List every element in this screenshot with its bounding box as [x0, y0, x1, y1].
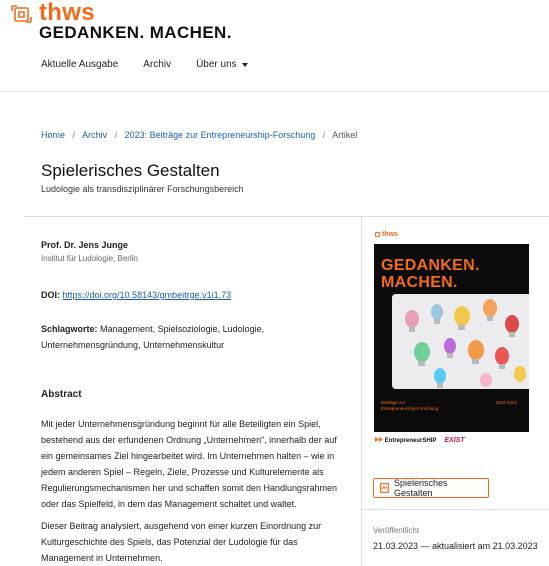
download-pdf-button[interactable]: [373, 478, 489, 498]
abstract-heading: Abstract: [41, 389, 82, 400]
sidebar-logo-text: thws: [382, 231, 398, 238]
breadcrumb-home[interactable]: Home: [41, 130, 66, 140]
cover-subtitle-line: Entrepreneurship-Forschung: [381, 406, 439, 411]
cover-title-line: GEDANKEN.: [381, 257, 480, 274]
keywords: [41, 321, 341, 353]
logo-wordmark: thws: [39, 0, 95, 26]
keywords-value: Management, Spielsoziologie, Ludologie, Unternehmensgründung, Unternehmenskultur: [41, 324, 265, 350]
cover-subtitle-line: Beiträge zur: [381, 400, 406, 405]
sponsor-name: EntrepreneurSHIP: [384, 438, 437, 444]
thws-logo-icon: [375, 232, 380, 237]
main-nav: [41, 59, 273, 70]
author-affiliation: Institut für Ludologie, Berlin: [41, 254, 138, 263]
cover-subtitle: [381, 400, 438, 412]
breadcrumb-archive[interactable]: Archiv: [82, 130, 108, 140]
pdf-icon: [380, 483, 389, 493]
sponsor-logos: [375, 437, 465, 444]
site-header: [0, 0, 549, 92]
nav-item-about[interactable]: [196, 59, 248, 70]
page-subtitle: Ludologie als transdisziplinärer Forschungsbereich: [41, 184, 244, 194]
pdf-button-label: Spielerisches Gestalten: [393, 478, 448, 498]
thws-logo-icon: [9, 3, 35, 25]
exist-logo: EXIST: [444, 437, 465, 444]
site-tagline: GEDANKEN. MACHEN.: [39, 23, 232, 42]
light-bulbs-illustration: [392, 294, 529, 389]
column-divider: [361, 216, 362, 566]
nav-label: Aktuelle Ausgabe: [41, 59, 119, 70]
breadcrumb-separator: /: [114, 130, 118, 140]
entrepreneurship-logo: [375, 437, 436, 444]
divider: [362, 509, 549, 510]
doi-line: [41, 287, 231, 303]
breadcrumb-separator: /: [322, 130, 326, 140]
doi-link[interactable]: https://doi.org/10.58143/gmbeitrge.v1i1.73: [62, 290, 232, 300]
cover-title: [381, 257, 480, 291]
cover-years: 2022-2024: [495, 400, 517, 405]
published-label: Veröffentlicht: [373, 526, 420, 535]
author-name: Prof. Dr. Jens Junge: [41, 240, 129, 250]
abstract-paragraph: Dieser Beitrag analysiert, ausgehend von einer kurzen Einordnung zur Kulturgeschichte des Spiels, das Potenzial der Ludologie für das Management in Unternehmen.: [41, 521, 322, 563]
breadcrumb: [41, 130, 357, 140]
nav-label: Archiv: [143, 59, 172, 70]
sidebar-logo: [375, 231, 398, 238]
issue-cover-image[interactable]: [374, 244, 529, 432]
published-date: 21.03.2023 — aktualisiert am 21.03.2023: [373, 541, 538, 551]
cover-photo: [392, 294, 529, 389]
divider: [24, 216, 549, 217]
article-main: [41, 237, 341, 563]
abstract-paragraph: Mit jeder Unternehmensgründung beginnt für alle Beteiligten ein Spiel, bestehend aus der erfundenen Ordnung „Unternehmen“, innerhalb der auf ein gemeinsames Ziel hingearbeitet wird. Im Unternehmen halten – wie in jedem anderen Spiel – Regeln, Ziele, Prozesse und Kulturelemente als Regulierungsmechanismen her und schaffen somit den Handlungsrahmen oder das Spielfeld, in dem das Management schaltet und waltet.: [41, 419, 338, 509]
keywords-label: Schlagworte:: [41, 324, 98, 334]
breadcrumb-separator: /: [72, 130, 76, 140]
nav-label: Über uns: [196, 59, 237, 70]
doi-label: DOI:: [41, 290, 60, 300]
cover-title-line: MACHEN.: [381, 274, 458, 291]
nav-item-current-issue[interactable]: [41, 59, 118, 70]
page-title: Spielerisches Gestalten: [41, 161, 220, 180]
chevron-down-icon: [242, 63, 248, 67]
breadcrumb-issue[interactable]: 2023: Beiträge zur Entrepreneurship-Forschung: [124, 130, 316, 140]
nav-item-archive[interactable]: [143, 59, 171, 70]
breadcrumb-current: Artikel: [332, 130, 358, 140]
arrow-icon: [375, 437, 383, 442]
